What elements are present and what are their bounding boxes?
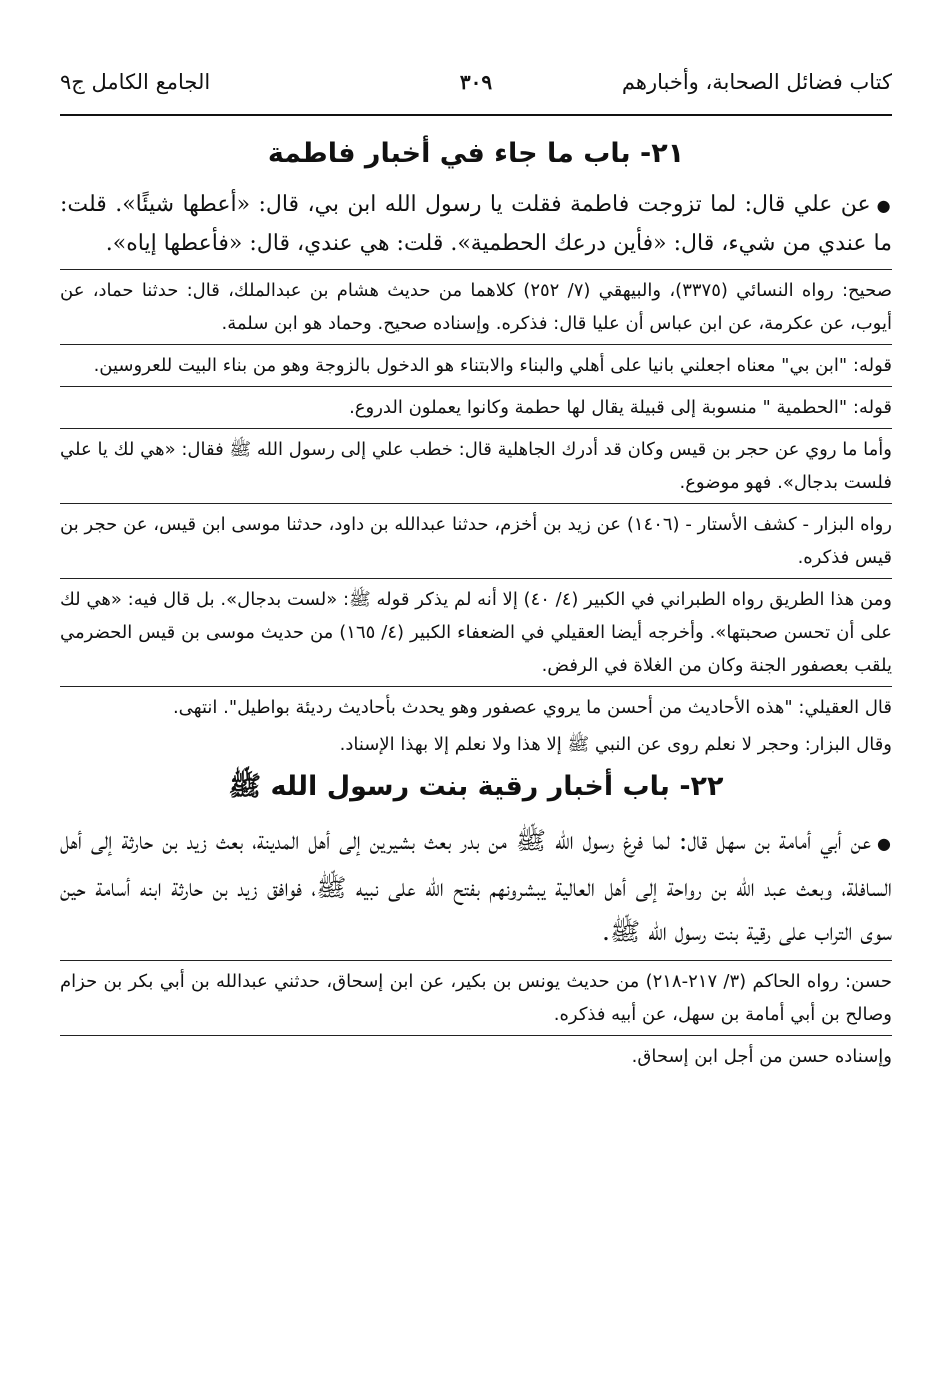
commentary-note: قوله: "الحطمية " منسوبة إلى قبيلة يقال لها حطمة وكانوا يعملون الدروع. (60, 386, 892, 424)
bullet-icon: ● (877, 834, 892, 853)
chapter-21-title: ٢١- باب ما جاء في أخبار فاطمة (267, 138, 685, 169)
chapter-21-hadith-text: عن علي قال: لما تزوجت فاطمة فقلت يا رسول الله ابن بي، قال: «أعطها شيئًا». قلت: ما عندي من شيء، قال: «فأين درعك الحطمية». قلت: هي عندي، قال: «فأعطها إياه». (60, 192, 892, 256)
commentary-note: قوله: "ابن بي" معناه اجعلني بانيا على أهلي والبناء والابتناء هو الدخول بالزوجة وهو من بناء البيت للعروسين. (60, 344, 892, 382)
bullet-icon: ● (876, 196, 892, 215)
series-title: الجامع الكامل ج٩ (60, 70, 211, 94)
commentary-note: رواه البزار - كشف الأستار - (١٤٠٦) عن زيد بن أخزم، حدثنا عبدالله بن داود، حدثنا موسى ابن قيس، عن حجر بن قيس فذكره. (60, 503, 892, 574)
book-title: كتاب فضائل الصحابة، وأخبارهم (621, 70, 892, 94)
chapter-22-hadith (60, 819, 892, 954)
takhrij-note: صحيح: رواه النسائي (٣٣٧٥)، والبيهقي (٧/ ٢٥٢) كلاهما من حديث هشام بن عبدالملك، قال: حدثنا حماد، عن أيوب، عن عكرمة، عن ابن عباس أن عليا قال: فذكره. وإسناده صحيح. وحماد هو ابن سلمة. (60, 269, 892, 340)
chapter-21-hadith (60, 186, 892, 263)
commentary-note: وإسناده حسن من أجل ابن إسحاق. (60, 1035, 892, 1073)
header-rule (60, 114, 892, 116)
takhrij-note: حسن: رواه الحاكم (٣/ ٢١٧-٢١٨) من حديث يونس بن بكير، عن ابن إسحاق، حدثني عبدالله بن أبي بكر بن حزام وصالح بن أبي أمامة بن سهل، عن أبيه فذكره. (60, 960, 892, 1031)
page-header (60, 62, 892, 102)
commentary-note: وقال البزار: وحجر لا نعلم روى عن النبي ﷺ إلا هذا ولا نعلم إلا بهذا الإسناد. (339, 734, 892, 755)
commentary-note: قال العقيلي: "هذه الأحاديث من أحسن ما يروي عصفور وهو يحدث بأحاديث رديئة بواطيل". انتهى. (60, 686, 892, 724)
chapter-22-hadith-text: عن أبي أمامة بن سهل قال: لما فرغ رسول الله ﷺ من بدر بعث بشيرين إلى أهل المدينة، بعث زيد بن حارثة إلى أهل السافلة، وبعث عبد الله بن رواحة إلى أهل العالية يبشرونهم بفتح الله على نبيه ﷺ، فوافق زيد بن حارثة ابنه أسامة حين سوى التراب على رقية بنت رسول الله ﷺ. (60, 826, 892, 946)
commentary-note: ومن هذا الطريق رواه الطبراني في الكبير (٤/ ٤٠) إلا أنه لم يذكر قوله ﷺ: «لست بدجال». بل قال فيه: «هي لك على أن تحسن صحبتها». وأخرجه أيضا العقيلي في الضعفاء الكبير (٤/ ١٦٥) من حديث موسى بن قيس الحضرمي يلقب بعصفور الجنة وكان من الغلاة في الرفض. (60, 578, 892, 682)
commentary-note: وأما ما روي عن حجر بن قيس وكان قد أدرك الجاهلية قال: خطب علي إلى رسول الله ﷺ فقال: «هي لك يا علي فلست بدجال». فهو موضوع. (60, 428, 892, 499)
chapter-22-title: ٢٢- باب أخبار رقية بنت رسول الله ﷺ (228, 771, 724, 802)
page-number: ٣٠٩ (459, 70, 493, 94)
page-content (60, 128, 892, 1073)
